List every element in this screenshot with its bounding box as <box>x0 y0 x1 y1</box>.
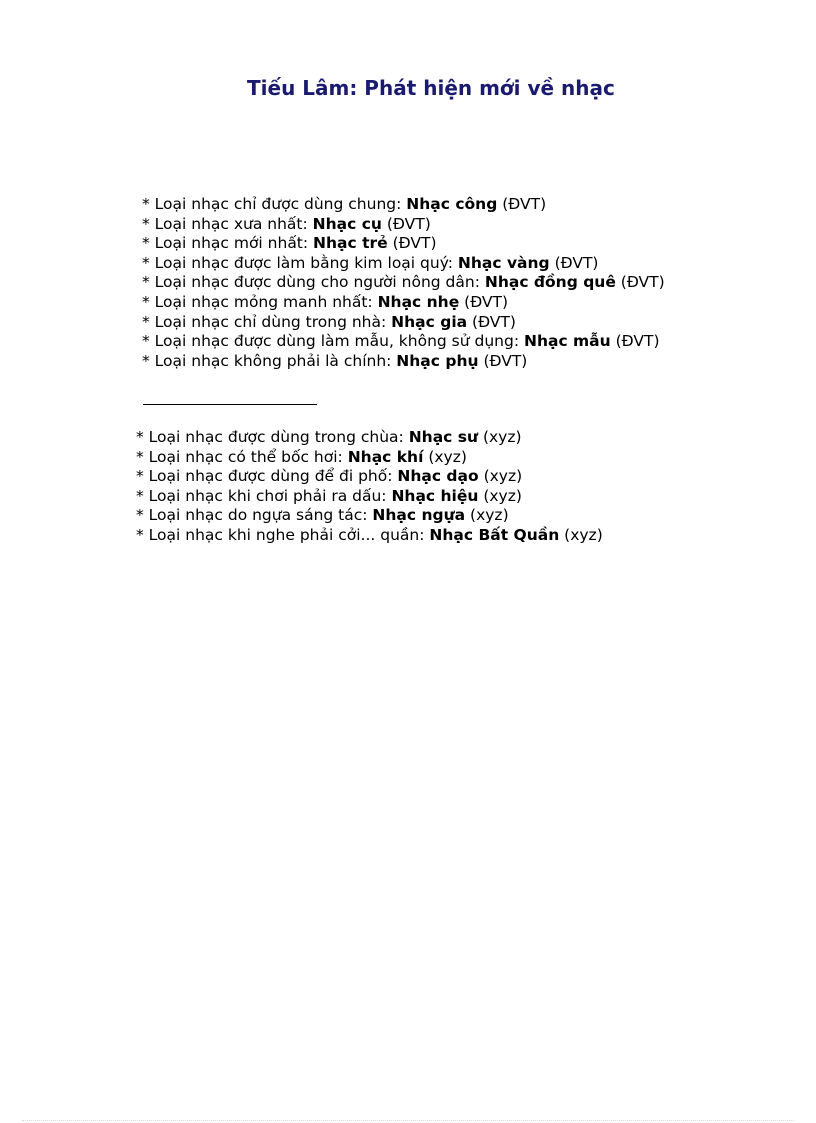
list-item <box>142 352 665 372</box>
item-term: Nhạc mẫu <box>523 332 611 351</box>
page-title: Tiếu Lâm: Phát hiện mới về nhạc <box>247 76 615 100</box>
list-item <box>142 273 665 293</box>
item-suffix: (ĐVT) <box>615 273 665 292</box>
list-item <box>142 313 665 333</box>
joke-list-xyz <box>136 428 603 546</box>
item-prefix: * Loại nhạc được dùng làm mẫu, không sử dụng: <box>142 332 524 351</box>
list-item <box>142 332 665 352</box>
item-prefix: * Loại nhạc được làm bằng kim loại quý: <box>142 253 458 272</box>
item-term: Nhạc phụ <box>396 351 479 370</box>
item-term: Nhạc ngựa <box>372 506 466 525</box>
list-item <box>136 448 603 468</box>
item-prefix: * Loại nhạc khi nghe phải cởi... quần: <box>136 525 430 544</box>
item-suffix: (xyz) <box>423 447 467 466</box>
item-suffix: (xyz) <box>478 428 522 446</box>
item-term: Nhạc dạo <box>397 467 479 486</box>
item-term: Nhạc khí <box>347 447 424 466</box>
item-suffix: (xyz) <box>478 486 522 505</box>
item-term: Nhạc hiệu <box>391 486 479 505</box>
section-divider <box>143 404 317 405</box>
item-prefix: * Loại nhạc khi chơi phải ra dấu: <box>136 486 392 505</box>
item-suffix: (ĐVT) <box>549 253 599 272</box>
item-prefix: * Loại nhạc được dùng trong chùa: <box>136 428 409 446</box>
item-suffix: (xyz) <box>559 525 603 544</box>
page-bottom-border <box>22 1120 794 1121</box>
list-item <box>142 254 665 274</box>
item-prefix: * Loại nhạc có thể bốc hơi: <box>136 447 348 466</box>
item-term: Nhạc công <box>406 195 498 213</box>
list-item <box>142 293 665 313</box>
item-prefix: * Loại nhạc chỉ dùng trong nhà: <box>142 312 392 331</box>
item-prefix: * Loại nhạc mới nhất: <box>142 234 314 253</box>
item-suffix: (ĐVT) <box>478 351 528 370</box>
item-prefix: * Loại nhạc do ngựa sáng tác: <box>136 506 373 525</box>
item-term: Nhạc sư <box>408 428 479 446</box>
list-item <box>136 428 603 448</box>
item-suffix: (xyz) <box>478 467 523 486</box>
item-term: Nhạc cụ <box>312 214 382 233</box>
list-item <box>136 506 603 526</box>
list-item <box>136 526 603 546</box>
item-term: Nhạc vàng <box>457 253 550 272</box>
joke-list-dvt <box>142 195 665 371</box>
item-prefix: * Loại nhạc mỏng manh nhất: <box>142 292 378 311</box>
list-item <box>136 487 603 507</box>
item-term: Nhạc Bất Quần <box>429 525 560 544</box>
item-prefix: * Loại nhạc không phải là chính: <box>142 351 397 370</box>
item-term: Nhạc đồng quê <box>484 273 616 292</box>
item-term: Nhạc gia <box>391 312 468 331</box>
list-item <box>142 215 665 235</box>
item-suffix: (ĐVT) <box>381 214 431 233</box>
item-suffix: (ĐVT) <box>467 312 516 331</box>
item-term: Nhạc trẻ <box>313 234 388 253</box>
item-term: Nhạc nhẹ <box>377 292 460 311</box>
item-suffix: (ĐVT) <box>610 332 660 351</box>
item-prefix: * Loại nhạc chỉ được dùng chung: <box>142 195 407 213</box>
item-prefix: * Loại nhạc được dùng cho người nông dân: <box>142 273 485 292</box>
item-prefix: * Loại nhạc xưa nhất: <box>142 214 313 233</box>
list-item <box>136 467 603 487</box>
list-item <box>142 234 665 254</box>
item-suffix: (xyz) <box>465 506 509 525</box>
item-suffix: (ĐVT) <box>459 292 509 311</box>
item-prefix: * Loại nhạc được dùng để đi phố: <box>136 467 398 486</box>
item-suffix: (ĐVT) <box>497 195 547 213</box>
item-suffix: (ĐVT) <box>387 234 437 253</box>
list-item <box>142 195 665 215</box>
